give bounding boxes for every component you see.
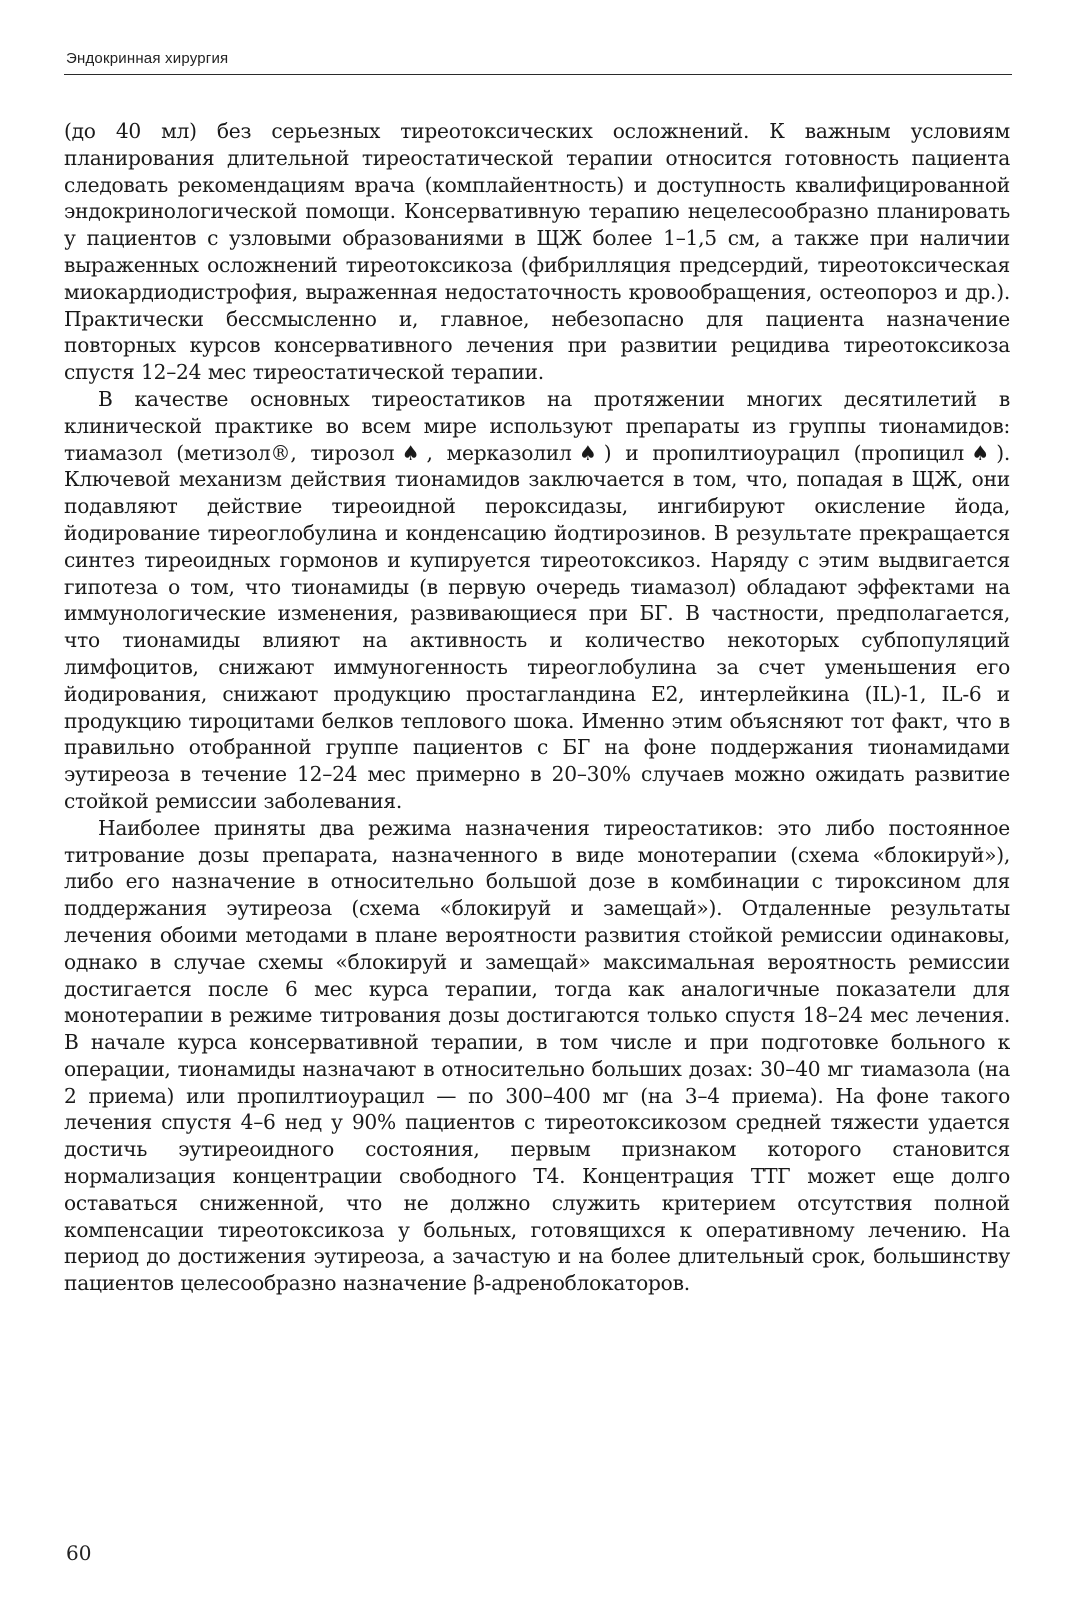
paragraph: Наиболее приняты два режима назначения тиреостатиков: это либо постоянное титрование дозы препарата, назначенного в виде монотерапии (схема «блокируй»), либо его назначение в относительно большой дозе в комбинации с тироксином для поддержания эутиреоза (схема «блокируй и замещай»). Отдаленные результаты лечения обоими методами в плане вероятности развития стойкой ремиссии одинаковы, однако в случае схемы «блокируй и замещай» максимальная вероятность ремиссии достигается после 6 мес курса терапии, тогда как аналогичные показатели для монотерапии в режиме титрования дозы достигаются только спустя 18–24 мес лечения. В начале курса консервативной терапии, в том числе и при подготовке больного к операции, тионамиды назначают в относительно больших дозах: 30–40 мг тиамазола (на 2 приема) или пропилтиоурацил — по 300–400 мг (на 3–4 приема). На фоне такого лечения спустя 4–6 нед у 90% пациентов с тиреотоксикозом средней тяжести удается достичь эутиреоидного состояния, первым признаком которого становится нормализация концентрации свободного Т4. Концентрация ТТГ может еще долго оставаться сниженной, что не должно служить критерием отсутствия полной компенсации тиреотоксикоза у больных, готовящихся к оперативному лечению. На период до достижения эутиреоза, а зачастую и на более длительный срок, большинству пациентов целесообразно назначение β-адреноблокаторов. [64,815,1010,1296]
body-text [64,118,1010,1297]
paragraph: В качестве основных тиреостатиков на протяжении многих десятилетий в клинической практике во всем мире используют препараты из группы тионамидов: тиамазол (метизол®, тирозол♠, мерказолил♠) и пропилтиоурацил (пропицил♠). Ключевой механизм действия тионамидов заключается в том, что, попадая в ЩЖ, они подавляют действие тиреоидной пероксидазы, ингибируют окисление йода, йодирование тиреоглобулина и конденсацию йодтирозинов. В результате прекращается синтез тиреоидных гормонов и купируется тиреотоксикоз. Наряду с этим выдвигается гипотеза о том, что тионамиды (в первую очередь тиамазол) обладают эффектами на иммунологические изменения, развивающиеся при БГ. В частности, предполагается, что тионамиды влияют на активность и количество некоторых субпопуляций лимфоцитов, снижают иммуногенность тиреоглобулина за счет уменьшения его йодирования, снижают продукцию простагландина Е2, интерлейкина (IL)-1, IL-6 и продукцию тироцитами белков теплового шока. Именно этим объясняют тот факт, что в правильно отобранной группе пациентов с БГ на фоне поддержания тионамидами эутиреоза в течение 12–24 мес примерно в 20–30% случаев можно ожидать развитие стойкой ремиссии заболевания. [64,386,1010,813]
header-rule [64,74,1012,75]
paragraph: (до 40 мл) без серьезных тиреотоксических осложнений. К важным условиям планирования длительной тиреостатической терапии относится готовность пациента следовать рекомендациям врача (комплайентность) и доступность квалифицированной эндокринологической помощи. Консервативную терапию нецелесообразно планировать у пациентов с узловыми образованиями в ЩЖ более 1–1,5 см, а также при наличии выраженных осложнений тиреотоксикоза (фибрилляция предсердий, тиреотоксическая миокардиодистрофия, выраженная недостаточность кровообращения, остеопороз и др.). Практически бессмысленно и, главное, небезопасно для пациента назначение повторных курсов консервативного лечения при развитии рецидива тиреотоксикоза спустя 12–24 мес тиреостатической терапии. [64,119,1010,385]
page-number: 60 [66,1541,92,1565]
running-header: Эндокринная хирургия [66,50,229,67]
